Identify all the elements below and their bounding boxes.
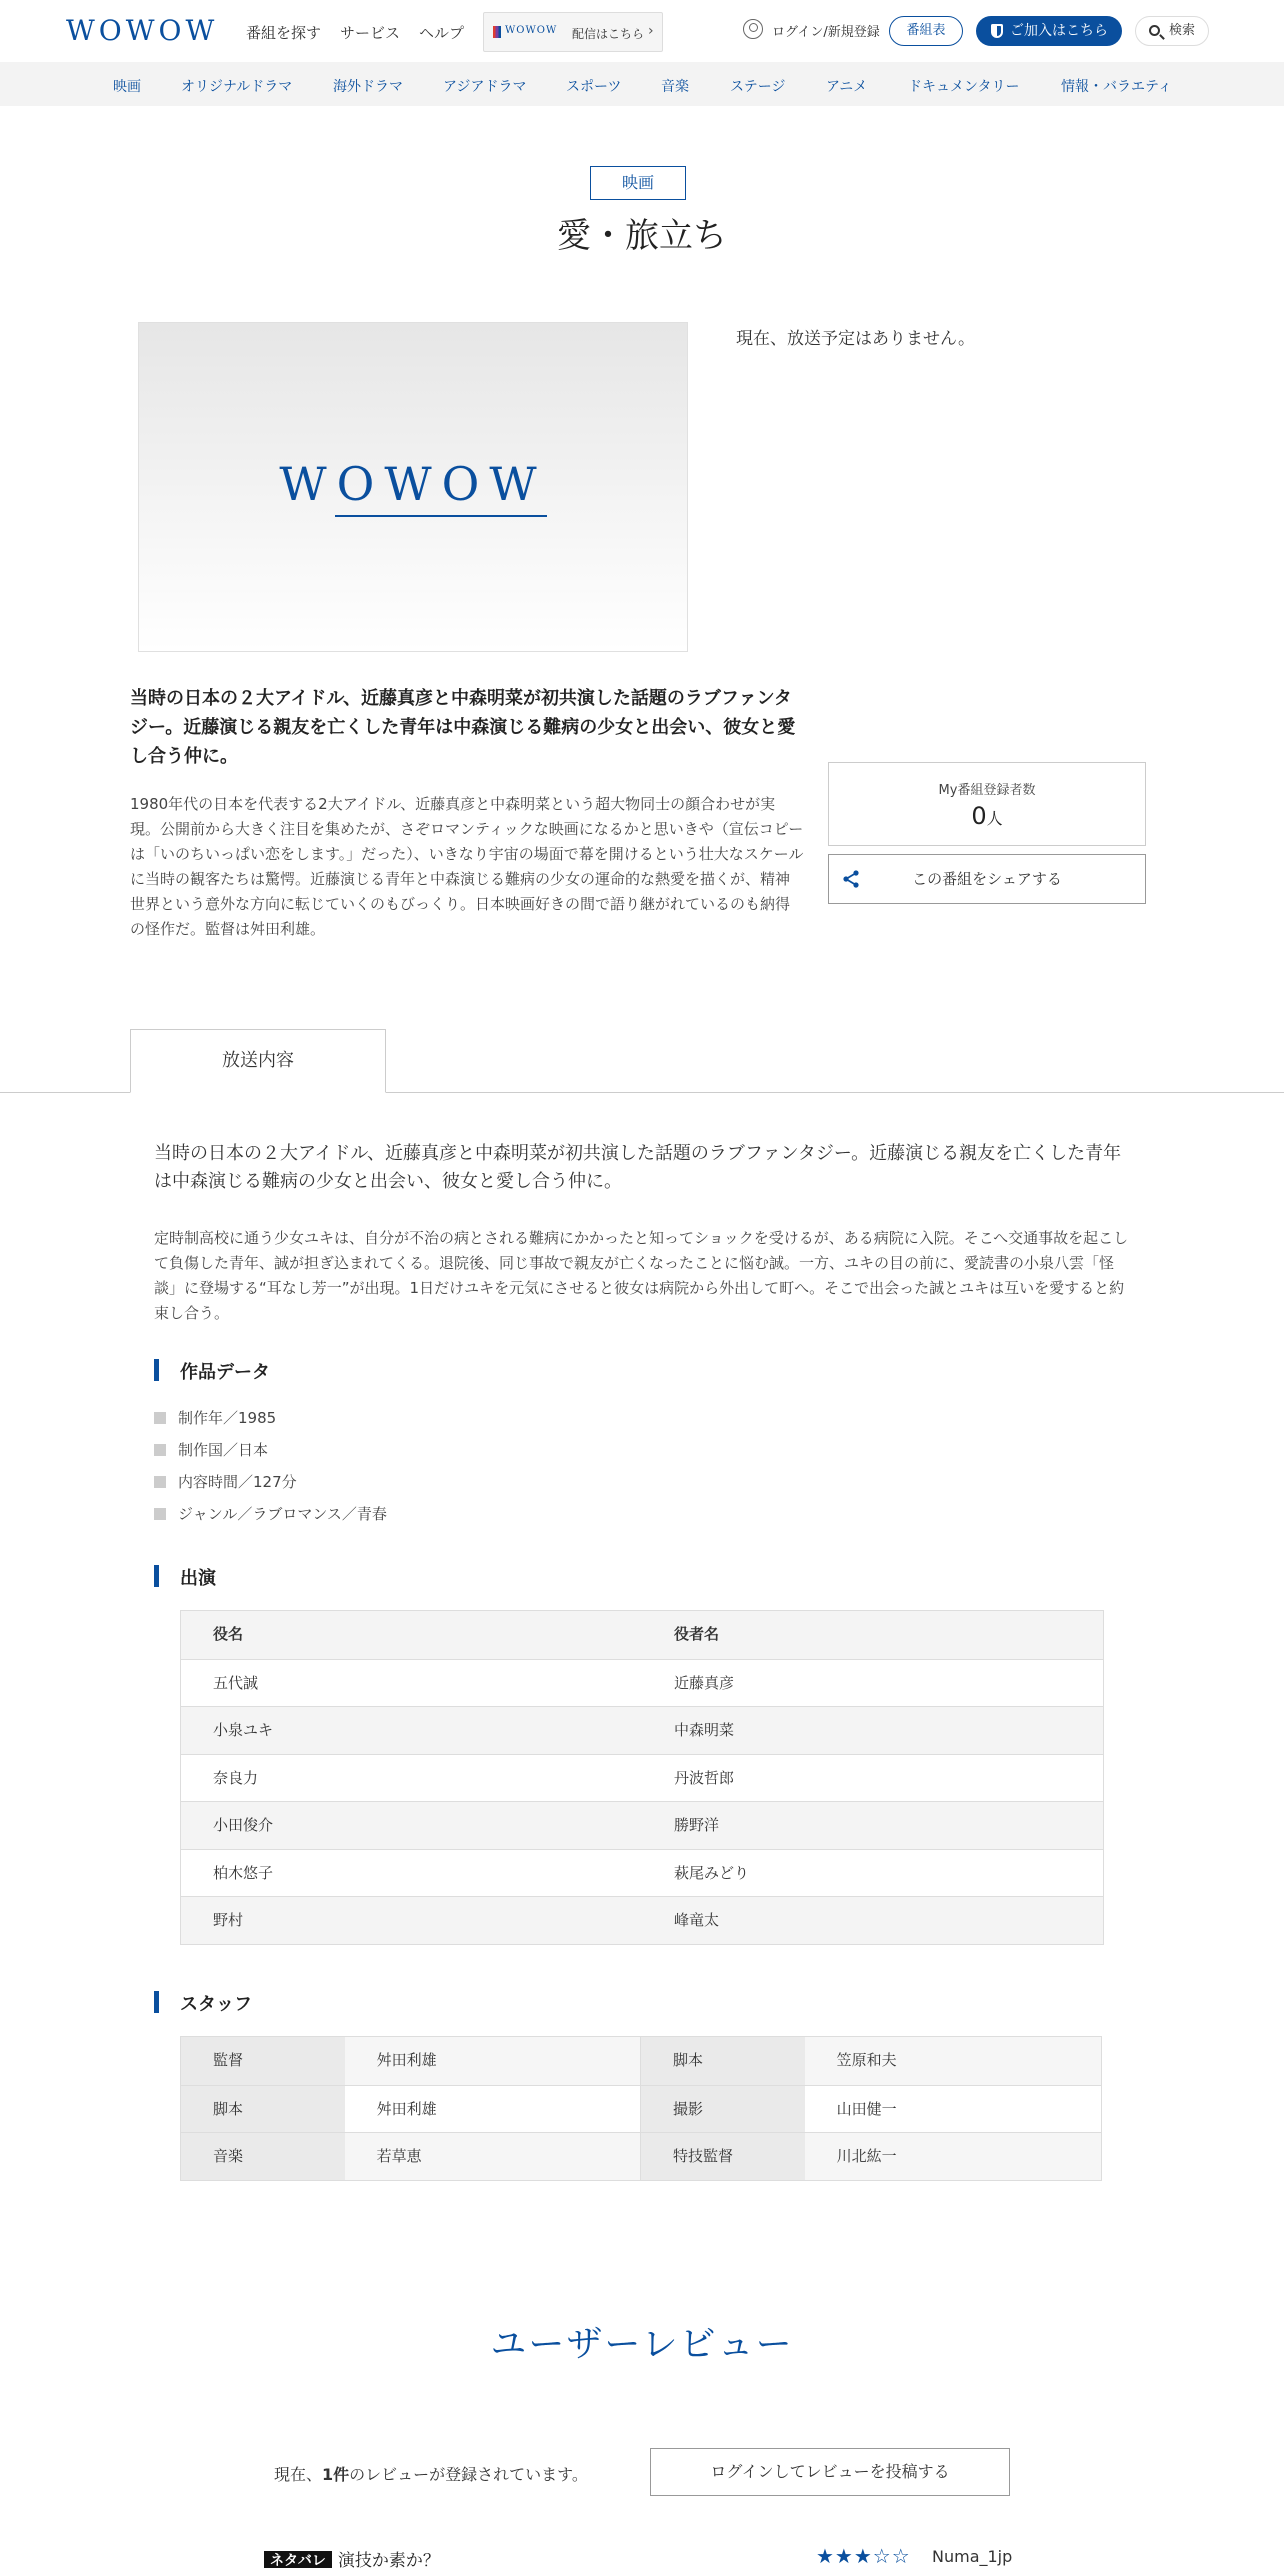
actor-cell: 萩尾みどり [674, 1863, 750, 1882]
genre-anime[interactable]: アニメ [826, 79, 868, 95]
genre-foreign-drama[interactable]: 海外ドラマ [333, 79, 403, 95]
search-button[interactable] [1135, 16, 1209, 46]
genre-nav [0, 62, 1284, 106]
column-role: 役名 [213, 1625, 244, 1643]
role-cell: 野村 [213, 1911, 244, 1929]
table-row [181, 1706, 1103, 1754]
join-label: ご加入はこちら [1010, 23, 1108, 39]
table-row [181, 2085, 1101, 2133]
genre-movie[interactable]: 映画 [113, 79, 141, 95]
reviewer-name: Numa_1jp [932, 2547, 1013, 2566]
schedule-button[interactable]: 番組表 [889, 16, 963, 46]
site-header [0, 0, 1284, 62]
share-icon [841, 869, 861, 889]
story-text: 定時制高校に通う少女ユキは、自分が不治の病とされる難病にかかったと知ってショックを受けるが、ある病院に入院。そこへ交通事故を起こして負傷した青年、誠が担ぎ込まれてくる。退院後、同じ事故で親友が亡くなったことに悩む誠。一方、ユキの目の前に、愛読書の小泉八雲「怪談」に登場する“耳なし芳一”が出現。1日だけユキを元気にさせると彼女は病院から外出して町へ。そこで出会った誠とユキは互いを愛すると約束し合う。 [154, 1229, 1129, 1322]
role-cell: 奈良力 [213, 1768, 259, 1787]
story-lead: 当時の日本の２大アイドル、近藤真彦と中森明菜が初共演した話題のラブファンタジー。近藤演じる親友を亡くした青年は中森演じる難病の少女と出会い、彼女と愛し合う仲に。 [154, 1143, 1122, 1192]
star-rating: ★★★☆☆ [816, 2544, 911, 2568]
review-count: 現在、1件のレビューが登録されています。 [274, 2465, 588, 2484]
login-label: ログイン/新規登録 [772, 25, 880, 40]
staff-heading: スタッフ [154, 1990, 252, 2016]
work-data-heading: 作品データ [154, 1358, 270, 1384]
my-program-label: My番組登録者数 [938, 783, 1036, 798]
staff-name: 笠原和夫 [836, 2051, 897, 2069]
staff-role: 音楽 [181, 2133, 345, 2180]
review-item[interactable] [264, 2546, 440, 2568]
staff-role: 監督 [181, 2037, 345, 2085]
my-program-count-box [828, 762, 1146, 846]
role-cell: 五代誠 [213, 1673, 259, 1692]
staff-name: 若草恵 [345, 2133, 641, 2180]
staff-role: 撮影 [641, 2086, 805, 2133]
staff-role: 特技監督 [641, 2133, 805, 2180]
staff-name: 川北紘一 [836, 2147, 897, 2165]
staff-role: 脚本 [641, 2037, 805, 2085]
actor-cell: 近藤真彦 [674, 1673, 735, 1692]
my-program-count: 0人 [971, 802, 1003, 830]
reviews-heading: ユーザーレビュー [490, 2324, 794, 2365]
genre-variety[interactable]: 情報・バラエティ [1061, 79, 1172, 95]
column-actor: 役者名 [674, 1625, 720, 1643]
stream-logo: WOWOW [505, 25, 558, 36]
staff-role: 脚本 [181, 2086, 345, 2133]
genre-music[interactable]: 音楽 [661, 79, 689, 95]
review-title: 演技か素か？ [337, 2551, 440, 2568]
search-label: 検索 [1169, 23, 1196, 38]
cast-heading: 出演 [154, 1564, 216, 1590]
post-review-button[interactable]: ログインしてレビューを投稿する [650, 2448, 1010, 2496]
data-item-year: 制作年／1985 [154, 1407, 276, 1428]
table-row [181, 1849, 1103, 1897]
genre-sports[interactable]: スポーツ [566, 79, 622, 95]
actor-cell: 峰竜太 [674, 1911, 720, 1929]
stream-label: 配信はこちら [572, 27, 645, 41]
program-thumbnail [138, 322, 688, 652]
staff-name: 舛田利雄 [345, 2037, 641, 2085]
schedule-note: 現在、放送予定はありません。 [736, 329, 976, 349]
genre-asian-drama[interactable]: アジアドラマ [443, 79, 527, 95]
staff-name: 山田健一 [836, 2099, 897, 2118]
genre-documentary[interactable]: ドキュメンタリー [908, 79, 1020, 95]
user-icon [743, 19, 763, 39]
table-row [181, 2132, 1101, 2180]
share-label: この番組をシェアする [912, 870, 1062, 888]
nav-help[interactable]: ヘルプ [419, 24, 465, 42]
data-item-runtime: 内容時間／127分 [154, 1471, 297, 1492]
nav-find-programs[interactable]: 番組を探す [246, 24, 322, 42]
program-lead: 当時の日本の２大アイドル、近藤真彦と中森明菜が初共演した話題のラブファンタジー。近藤演じる親友を亡くした青年は中森演じる難病の少女と出会い、彼女と愛し合う仲に。 [130, 688, 796, 767]
actor-cell: 丹波哲郎 [674, 1768, 735, 1787]
table-row [181, 1801, 1103, 1849]
table-row [181, 2037, 1101, 2085]
spoiler-badge: ネタバレ [264, 2551, 332, 2568]
program-description: 1980年代の日本を代表する2大アイドル、近藤真彦と中森明菜という超大物同士の顔合わせが実現。公開前から大きく注目を集めたが、さぞロマンティックな映画になるかと思いきや（宣伝コピーは「いのちいっぱい恋をします。」だった）、いきなり宇宙の場面で幕を開けるという壮大なスケールに当時の観客たちは驚愕。近藤演じる青年と中森演じる難病の少女の運命的な熱愛を描くが、精神世界という意外な方向に転じていくのもびっくり。日本映画好きの間で語り継がれているのも納得の怪作だ。監督は舛田利雄。 [130, 795, 804, 938]
thumbnail-logo: WOWOW [139, 457, 687, 511]
shield-icon [991, 24, 1003, 38]
actor-cell: 中森明菜 [674, 1721, 735, 1739]
role-cell: 柏木悠子 [213, 1863, 274, 1882]
table-row [181, 1659, 1103, 1707]
genre-original-drama[interactable]: オリジナルドラマ [181, 79, 293, 95]
search-icon [1149, 25, 1160, 36]
data-item-country: 制作国／日本 [154, 1439, 268, 1460]
tab-broadcast-content[interactable]: 放送内容 [130, 1029, 386, 1093]
staff-table [180, 2036, 1102, 2181]
actor-cell: 勝野洋 [674, 1816, 720, 1834]
data-item-genre: ジャンル／ラブロマンス／青春 [154, 1503, 387, 1524]
nav-services[interactable]: サービス [340, 24, 401, 42]
chevron-right-icon: › [648, 23, 654, 39]
streaming-button[interactable] [483, 12, 663, 52]
join-button[interactable] [976, 16, 1122, 46]
staff-name: 舛田利雄 [345, 2086, 641, 2133]
table-header-row [181, 1611, 1103, 1659]
table-row [181, 1754, 1103, 1802]
page-title: 愛・旅立ち [557, 216, 727, 256]
genre-stage[interactable]: ステージ [730, 79, 786, 95]
wowow-logo[interactable]: WOWOW [66, 14, 219, 47]
genre-badge: 映画 [590, 166, 686, 200]
table-row [181, 1896, 1103, 1944]
share-button[interactable] [828, 854, 1146, 904]
role-cell: 小田俊介 [213, 1816, 274, 1834]
role-cell: 小泉ユキ [213, 1721, 274, 1739]
cast-table [180, 1610, 1104, 1945]
